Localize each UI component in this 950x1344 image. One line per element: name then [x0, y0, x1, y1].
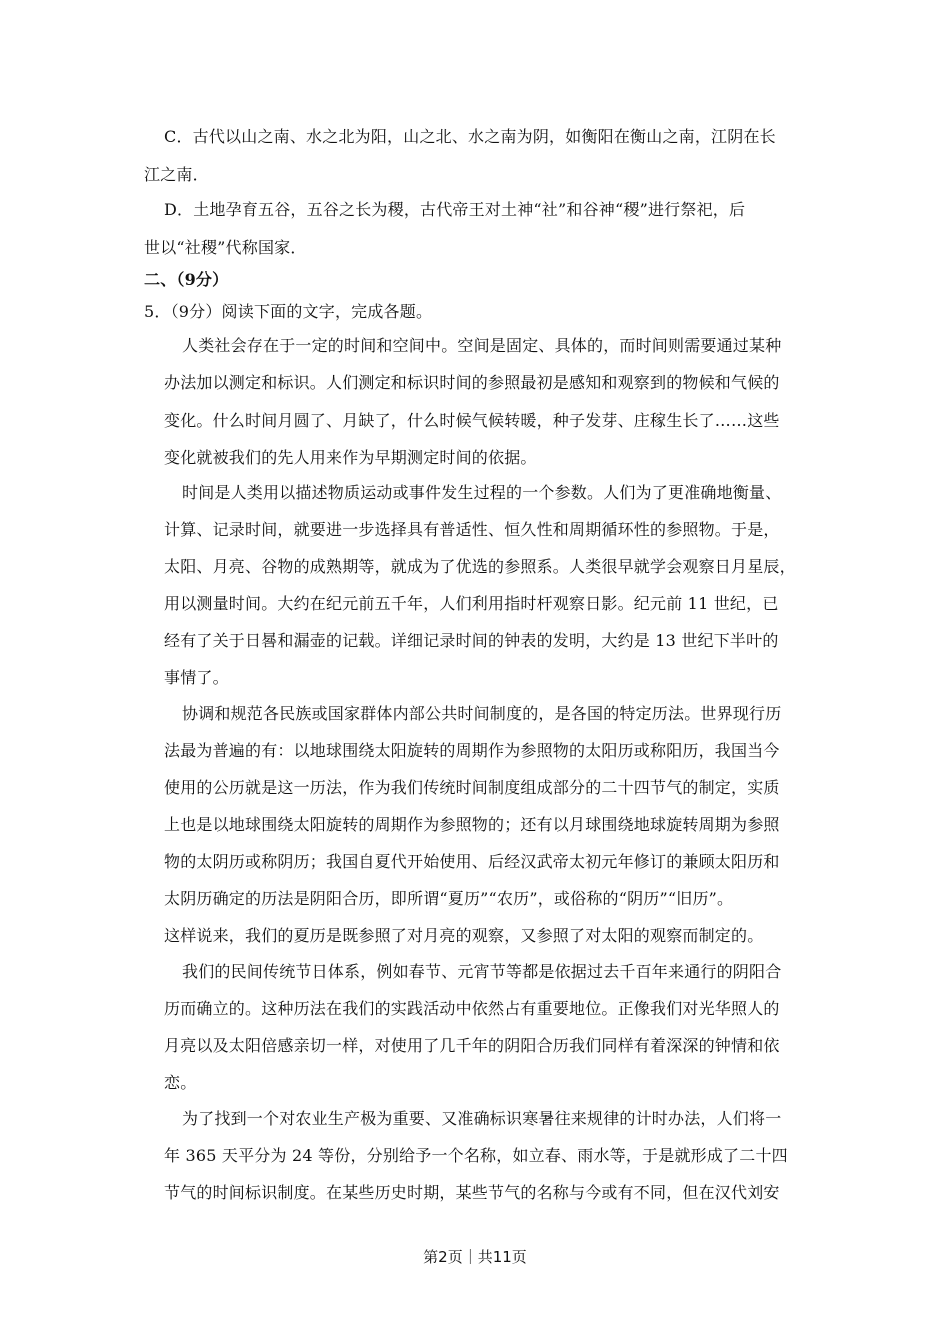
- passage-line: 使用的公历就是这一历法，作为我们传统时间制度组成部分的二十四节气的制定，实质: [164, 778, 780, 797]
- option-c-line-1: C．古代以山之南、水之北为阳，山之北、水之南为阴，如衡阳在衡山之南，江阴在长: [164, 127, 776, 146]
- passage-line: 人类社会存在于一定的时间和空间中。空间是固定、具体的，而时间则需要通过某种: [182, 336, 782, 355]
- page-footer: 第2页｜共11页: [423, 1248, 527, 1266]
- passage-line: 月亮以及太阳倍感亲切一样，对使用了几千年的阴阳合历我们同样有着深深的钟情和依: [164, 1036, 780, 1055]
- passage-line: 变化。什么时间月圆了、月缺了，什么时候气候转暖，种子发芽、庄稼生长了……这些: [164, 411, 780, 430]
- passage-line: 太阳、月亮、谷物的成熟期等，就成为了优选的参照系。人类很早就学会观察日月星辰，: [164, 557, 796, 576]
- passage-line: 历而确立的。这种历法在我们的实践活动中依然占有重要地位。正像我们对光华照人的: [164, 999, 780, 1018]
- passage-line: 经有了关于日晷和漏壶的记载。详细记录时间的钟表的发明，大约是 13 世纪下半叶的: [164, 631, 779, 650]
- passage-line: 事情了。: [164, 668, 229, 687]
- passage-line: 为了找到一个对农业生产极为重要、又准确标识寒暑往来规律的计时办法，人们将一: [182, 1109, 782, 1128]
- passage-line: 变化就被我们的先人用来作为早期测定时间的依据。: [164, 448, 537, 467]
- passage-line: 节气的时间标识制度。在某些历史时期，某些节气的名称与今或有不同，但在汉代刘安: [164, 1183, 780, 1202]
- passage-line: 办法加以测定和标识。人们测定和标识时间的参照最初是感知和观察到的物候和气候的: [164, 373, 780, 392]
- passage-line: 我们的民间传统节日体系，例如春节、元宵节等都是依据过去千百年来通行的阴阳合: [182, 962, 782, 981]
- option-d-line-1: D．土地孕育五谷，五谷之长为稷，古代帝王对土神“社”和谷神“稷”进行祭祀，后: [164, 200, 746, 219]
- question-stem: 5．（9分）阅读下面的文字，完成各题。: [144, 302, 433, 321]
- passage-line: 物的太阴历或称阴历；我国自夏代开始使用、后经汉武帝太初元年修订的兼顾太阳历和: [164, 852, 780, 871]
- option-c-line-2: 江之南．: [144, 165, 209, 184]
- option-d-line-2: 世以“社稷”代称国家．: [144, 238, 307, 257]
- passage-line: 上也是以地球围绕太阳旋转的周期作为参照物的；还有以月球围绕地球旋转周期为参照: [164, 815, 780, 834]
- passage-line: 年 365 天平分为 24 等份，分别给予一个名称，如立春、雨水等，于是就形成了二十四: [164, 1146, 788, 1165]
- passage-line: 协调和规范各民族或国家群体内部公共时间制度的，是各国的特定历法。世界现行历: [182, 704, 782, 723]
- section-heading: 二、（9分）: [144, 270, 229, 289]
- passage-line: 太阴历确定的历法是阴阳合历，即所谓“夏历”“农历”，或俗称的“阴历”“旧历”。: [164, 889, 734, 908]
- passage-line: 用以测量时间。大约在纪元前五千年，人们利用指时杆观察日影。纪元前 11 世纪，已: [164, 594, 779, 613]
- passage-line: 法最为普遍的有：以地球围绕太阳旋转的周期作为参照物的太阳历或称阳历，我国当今: [164, 741, 780, 760]
- passage-line: 时间是人类用以描述物质运动或事件发生过程的一个参数。人们为了更准确地衡量、: [182, 483, 782, 502]
- passage-line: 这样说来，我们的夏历是既参照了对月亮的观察，又参照了对太阳的观察而制定的。: [164, 926, 764, 945]
- passage-line: 恋。: [164, 1073, 197, 1092]
- passage-line: 计算、记录时间，就要进一步选择具有普适性、恒久性和周期循环性的参照物。于是，: [164, 520, 780, 539]
